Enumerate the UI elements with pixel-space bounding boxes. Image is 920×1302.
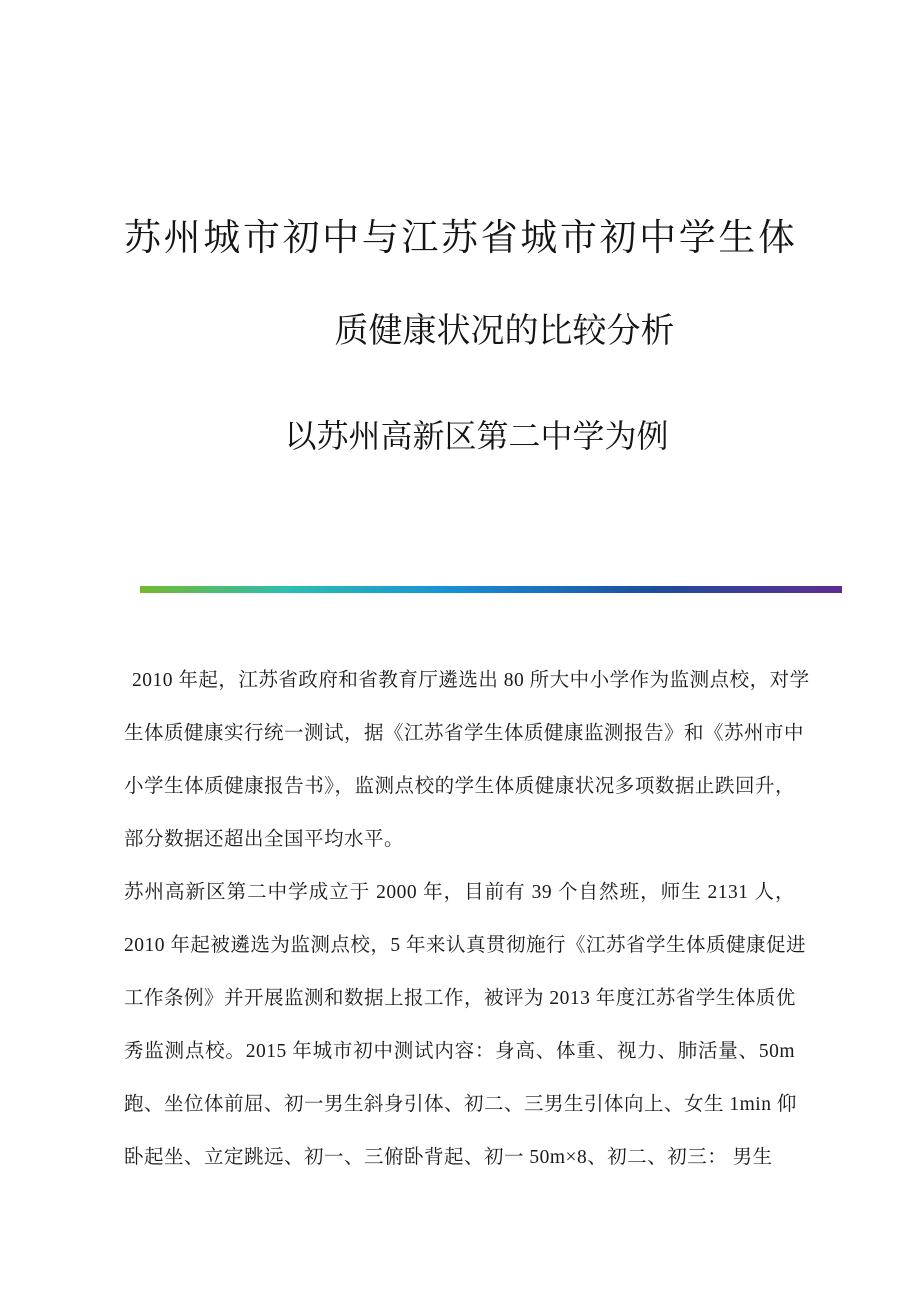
document-title-line-1: 苏州城市初中与江苏省城市初中学生体 <box>124 218 795 259</box>
paragraph-1-line-4: 部分数据还超出全国平均水平。 <box>124 829 405 850</box>
paragraph-2-line-6: 卧起坐、立定跳远、初一、三俯卧背起、初一 50m×8、初二、初三： 男生 <box>124 1147 773 1168</box>
body-text <box>124 654 810 1184</box>
document-subtitle: 以苏州高新区第二中学为例 <box>284 418 669 454</box>
document-title-line-2: 质健康状况的比较分析 <box>334 313 675 350</box>
paragraph-1-line-3: 小学生体质健康报告书》，监测点校的学生体质健康状况多项数据止跌回升， <box>124 776 795 797</box>
paragraph-1-line-2: 生体质健康实行统一测试，据《江苏省学生体质健康监测报告》和《苏州市中 <box>124 723 805 744</box>
paragraph-1-line-1: 2010 年起，江苏省政府和省教育厅遴选出 80 所大中小学作为监测点校，对学 <box>132 670 810 691</box>
paragraph-2-line-3: 工作条例》并开展监测和数据上报工作，被评为 2013 年度江苏省学生体质优 <box>124 988 796 1009</box>
paragraph-2-line-1: 苏州高新区第二中学成立于 2000 年，目前有 39 个自然班，师生 2131 人， <box>124 882 795 903</box>
gradient-divider-bar <box>140 586 842 593</box>
paragraph-2-line-4: 秀监测点校。2015 年城市初中测试内容：身高、体重、视力、肺活量、50m <box>124 1041 795 1062</box>
paragraph-2-line-5: 跑、坐位体前屈、初一男生斜身引体、初二、三男生引体向上、女生 1min 仰 <box>124 1094 797 1115</box>
paragraph-2-line-2: 2010 年起被遴选为监测点校，5 年来认真贯彻施行《江苏省学生体质健康促进 <box>124 935 807 956</box>
